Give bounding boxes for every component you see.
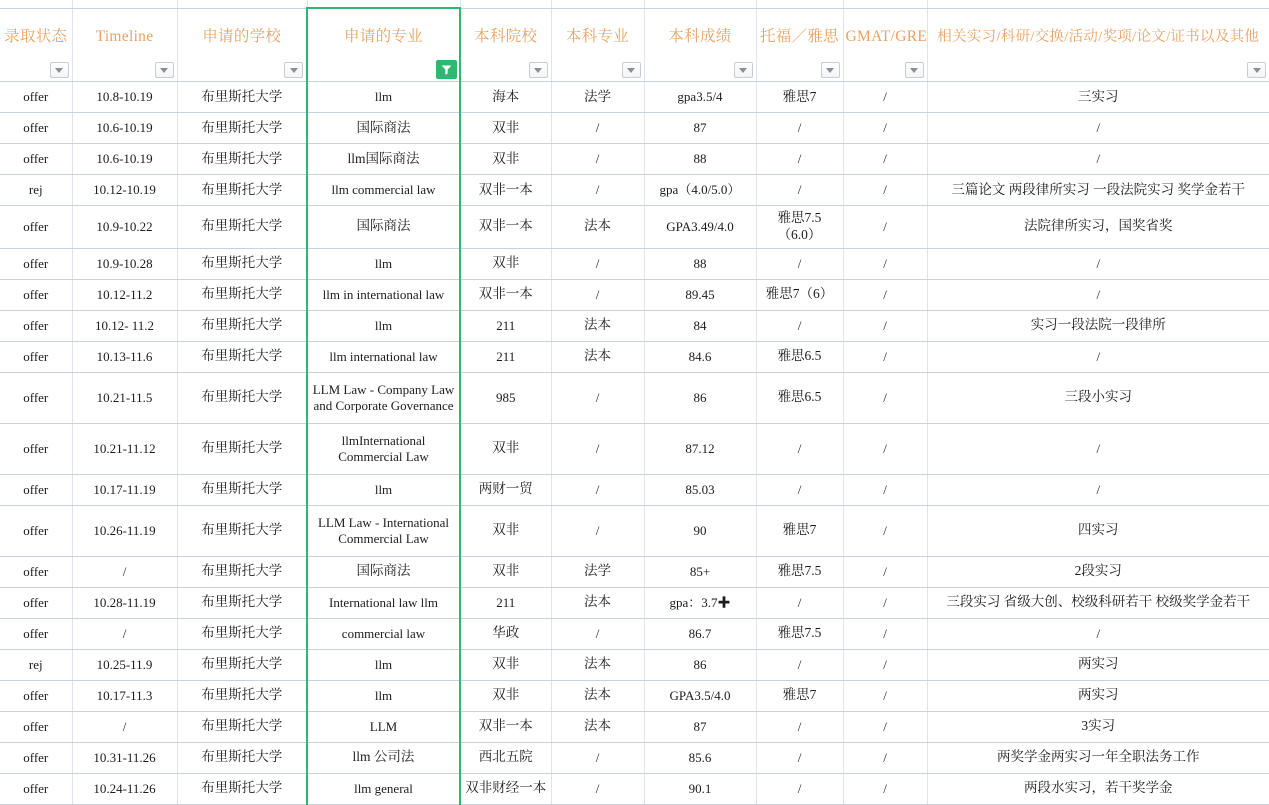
cell-gmat-gre[interactable]: /	[843, 372, 927, 423]
cell-undergrad-school[interactable]: 双非	[460, 248, 551, 279]
cell-experience[interactable]: 两实习	[927, 649, 1269, 680]
cell-timeline[interactable]: /	[72, 556, 177, 587]
cell-gmat-gre[interactable]: /	[843, 248, 927, 279]
top-strip-cell	[927, 0, 1269, 8]
top-strip-cell	[644, 0, 756, 8]
table-row[interactable]	[0, 113, 1269, 144]
column-header-toefl-ielts[interactable]	[756, 8, 843, 82]
cell-admission-status[interactable]: offer	[0, 82, 72, 113]
cell-timeline[interactable]: 10.12-10.19	[72, 175, 177, 206]
funnel-icon[interactable]	[436, 60, 457, 79]
cell-gmat-gre[interactable]: /	[843, 618, 927, 649]
cell-applied-school[interactable]: 布里斯托大学	[177, 556, 307, 587]
table-row[interactable]	[0, 248, 1269, 279]
cell-undergrad-grade[interactable]: 87.12	[644, 423, 756, 474]
cell-undergrad-major[interactable]: /	[551, 372, 644, 423]
cell-admission-status[interactable]: offer	[0, 556, 72, 587]
cell-toefl-ielts[interactable]: 雅思7	[756, 82, 843, 113]
column-header-label: GMAT/GRE	[845, 28, 928, 45]
column-header-label: 申请的专业	[343, 28, 423, 46]
cell-admission-status[interactable]: offer	[0, 341, 72, 372]
top-strip-cell	[756, 0, 843, 8]
column-header-experience[interactable]	[927, 8, 1269, 82]
cell-gmat-gre[interactable]: /	[843, 742, 927, 773]
cell-applied-school[interactable]: 布里斯托大学	[177, 82, 307, 113]
top-strip-cell	[460, 0, 551, 8]
cell-applied-major[interactable]: llm in international law	[307, 279, 460, 310]
cell-applied-major[interactable]: LLM	[307, 711, 460, 742]
cell-applied-school[interactable]: 布里斯托大学	[177, 474, 307, 505]
cell-undergrad-grade[interactable]: gpa（4.0/5.0）	[644, 175, 756, 206]
cell-gmat-gre[interactable]: /	[843, 474, 927, 505]
cell-admission-status[interactable]: offer	[0, 113, 72, 144]
cell-undergrad-grade[interactable]: 84.6	[644, 341, 756, 372]
cell-gmat-gre[interactable]: /	[843, 144, 927, 175]
chevron-down-icon[interactable]	[905, 62, 924, 78]
cell-timeline[interactable]: 10.31-11.26	[72, 742, 177, 773]
cell-timeline[interactable]: 10.13-11.6	[72, 341, 177, 372]
table-body	[0, 82, 1269, 805]
table-row[interactable]	[0, 341, 1269, 372]
cell-toefl-ielts[interactable]: /	[756, 248, 843, 279]
cell-experience[interactable]: 三实习	[927, 82, 1269, 113]
cell-applied-major[interactable]: LLM Law - International Commercial Law	[307, 505, 460, 556]
column-header-label: 录取状态	[4, 28, 68, 45]
cell-undergrad-major[interactable]: 法本	[551, 649, 644, 680]
table-row[interactable]	[0, 680, 1269, 711]
cell-undergrad-major[interactable]: /	[551, 618, 644, 649]
cell-experience[interactable]: 2段实习	[927, 556, 1269, 587]
cell-applied-major[interactable]: llm	[307, 310, 460, 341]
column-header-label: 本科专业	[565, 28, 630, 45]
cell-undergrad-grade[interactable]: gpa3.5/4	[644, 82, 756, 113]
top-partial-row	[0, 0, 1269, 8]
cell-undergrad-major[interactable]: 法本	[551, 587, 644, 618]
cell-admission-status[interactable]: offer	[0, 711, 72, 742]
cell-undergrad-school[interactable]: 双非一本	[460, 279, 551, 310]
cell-applied-major[interactable]: llm	[307, 649, 460, 680]
cell-applied-school[interactable]: 布里斯托大学	[177, 144, 307, 175]
cell-timeline[interactable]: 10.28-11.19	[72, 587, 177, 618]
cell-toefl-ielts[interactable]: 雅思7.5	[756, 556, 843, 587]
cell-timeline[interactable]: 10.26-11.19	[72, 505, 177, 556]
cell-applied-school[interactable]: 布里斯托大学	[177, 505, 307, 556]
cell-gmat-gre[interactable]: /	[843, 587, 927, 618]
cell-applied-school[interactable]: 布里斯托大学	[177, 372, 307, 423]
chevron-down-icon[interactable]	[284, 62, 303, 78]
column-header-timeline[interactable]	[72, 8, 177, 82]
cell-undergrad-grade[interactable]: 85.03	[644, 474, 756, 505]
column-header-label: 相关实习/科研/交换/活动/奖项/论文/证书以及其他	[937, 28, 1260, 45]
cell-experience[interactable]: /	[927, 144, 1269, 175]
cell-undergrad-school[interactable]: 211	[460, 310, 551, 341]
cell-gmat-gre[interactable]: /	[843, 175, 927, 206]
cell-undergrad-grade[interactable]: 84	[644, 310, 756, 341]
cell-applied-major[interactable]: 国际商法	[307, 206, 460, 249]
cell-gmat-gre[interactable]: /	[843, 310, 927, 341]
cell-experience[interactable]: /	[927, 248, 1269, 279]
cell-undergrad-major[interactable]: 法本	[551, 680, 644, 711]
cell-undergrad-grade[interactable]: 88	[644, 248, 756, 279]
cell-undergrad-major[interactable]: /	[551, 474, 644, 505]
cell-undergrad-grade[interactable]: GPA3.49/4.0	[644, 206, 756, 249]
cell-undergrad-school[interactable]: 双非	[460, 423, 551, 474]
cell-gmat-gre[interactable]: /	[843, 206, 927, 249]
cell-applied-major[interactable]: LLM Law - Company Law and Corporate Governance	[307, 372, 460, 423]
cell-undergrad-school[interactable]: 双非财经一本	[460, 773, 551, 804]
cell-applied-school[interactable]: 布里斯托大学	[177, 341, 307, 372]
cell-undergrad-school[interactable]: 双非	[460, 680, 551, 711]
table-row[interactable]	[0, 206, 1269, 249]
cell-experience[interactable]: 法院律所实习，国奖省奖	[927, 206, 1269, 249]
cell-applied-school[interactable]: 布里斯托大学	[177, 618, 307, 649]
cell-gmat-gre[interactable]: /	[843, 556, 927, 587]
cell-timeline[interactable]: 10.9-10.22	[72, 206, 177, 249]
table-row[interactable]	[0, 618, 1269, 649]
cell-toefl-ielts[interactable]: 雅思6.5	[756, 341, 843, 372]
cell-timeline[interactable]: /	[72, 711, 177, 742]
cell-admission-status[interactable]: offer	[0, 474, 72, 505]
cell-toefl-ielts[interactable]: 雅思7	[756, 505, 843, 556]
cell-toefl-ielts[interactable]: /	[756, 423, 843, 474]
cell-undergrad-major[interactable]: 法学	[551, 82, 644, 113]
cell-admission-status[interactable]: offer	[0, 144, 72, 175]
column-header-label: 本科院校	[474, 28, 538, 45]
cell-undergrad-grade[interactable]: 87	[644, 711, 756, 742]
cell-applied-major[interactable]: llm	[307, 82, 460, 113]
cell-timeline[interactable]: 10.9-10.28	[72, 248, 177, 279]
cell-applied-major[interactable]: 国际商法	[307, 556, 460, 587]
cell-timeline[interactable]: 10.17-11.3	[72, 680, 177, 711]
cell-timeline[interactable]: 10.24-11.26	[72, 773, 177, 804]
cell-toefl-ielts[interactable]: /	[756, 113, 843, 144]
cell-undergrad-major[interactable]: /	[551, 175, 644, 206]
cell-undergrad-grade[interactable]: 89.45	[644, 279, 756, 310]
cell-experience[interactable]: 两奖学金两实习一年全职法务工作	[927, 742, 1269, 773]
table-row[interactable]	[0, 773, 1269, 804]
top-strip-cell	[0, 0, 72, 8]
cell-undergrad-grade[interactable]: 85.6	[644, 742, 756, 773]
table-row[interactable]	[0, 144, 1269, 175]
cell-admission-status[interactable]: offer	[0, 773, 72, 804]
cell-applied-major[interactable]: llm	[307, 680, 460, 711]
table-row[interactable]	[0, 175, 1269, 206]
cell-experience[interactable]: 三段小实习	[927, 372, 1269, 423]
cell-undergrad-school[interactable]: 两财一贸	[460, 474, 551, 505]
cell-undergrad-major[interactable]: /	[551, 113, 644, 144]
cell-timeline[interactable]: 10.17-11.19	[72, 474, 177, 505]
cell-undergrad-grade[interactable]: 87	[644, 113, 756, 144]
cell-undergrad-school[interactable]: 双非一本	[460, 175, 551, 206]
cell-applied-school[interactable]: 布里斯托大学	[177, 680, 307, 711]
cell-undergrad-major[interactable]: /	[551, 423, 644, 474]
cell-experience[interactable]: /	[927, 474, 1269, 505]
column-header-applied-school[interactable]	[177, 8, 307, 82]
cell-undergrad-school[interactable]: 双非	[460, 505, 551, 556]
top-strip-cell	[177, 0, 307, 8]
cell-undergrad-major[interactable]: 法本	[551, 206, 644, 249]
top-strip-cell	[551, 0, 644, 8]
cell-experience[interactable]: 三段实习 省级大创、校级科研若干 校级奖学金若干	[927, 587, 1269, 618]
top-strip-cell-active	[307, 0, 460, 8]
cell-timeline[interactable]: 10.25-11.9	[72, 649, 177, 680]
table-row[interactable]	[0, 372, 1269, 423]
cell-admission-status[interactable]: offer	[0, 279, 72, 310]
cell-experience[interactable]: /	[927, 618, 1269, 649]
cell-undergrad-major[interactable]: 法本	[551, 711, 644, 742]
cell-experience[interactable]: 两实习	[927, 680, 1269, 711]
cell-timeline[interactable]: 10.6-10.19	[72, 113, 177, 144]
cell-undergrad-major[interactable]: /	[551, 742, 644, 773]
cell-applied-major[interactable]: llm commercial law	[307, 175, 460, 206]
table-row[interactable]	[0, 279, 1269, 310]
cell-applied-school[interactable]: 布里斯托大学	[177, 423, 307, 474]
cell-admission-status[interactable]: rej	[0, 175, 72, 206]
cell-admission-status[interactable]: offer	[0, 618, 72, 649]
cell-timeline[interactable]: 10.21-11.12	[72, 423, 177, 474]
cell-gmat-gre[interactable]: /	[843, 423, 927, 474]
cell-undergrad-major[interactable]: 法学	[551, 556, 644, 587]
cell-gmat-gre[interactable]: /	[843, 82, 927, 113]
chevron-down-icon[interactable]	[50, 62, 69, 78]
column-header-undergrad-major[interactable]	[551, 8, 644, 82]
cell-experience[interactable]: 四实习	[927, 505, 1269, 556]
column-header-label: Timeline	[95, 28, 154, 45]
cell-gmat-gre[interactable]: /	[843, 279, 927, 310]
cell-undergrad-school[interactable]: 西北五院	[460, 742, 551, 773]
cell-applied-major[interactable]: llm international law	[307, 341, 460, 372]
chevron-down-icon[interactable]	[622, 62, 641, 78]
cell-undergrad-major[interactable]: 法本	[551, 341, 644, 372]
cell-applied-major[interactable]: llmInternational Commercial Law	[307, 423, 460, 474]
cell-undergrad-major[interactable]: /	[551, 505, 644, 556]
cell-applied-school[interactable]: 布里斯托大学	[177, 310, 307, 341]
column-header-label: 申请的学校	[202, 28, 282, 45]
cell-admission-status[interactable]: offer	[0, 372, 72, 423]
chevron-down-icon[interactable]	[155, 62, 174, 78]
cell-applied-school[interactable]: 布里斯托大学	[177, 206, 307, 249]
cell-undergrad-school[interactable]: 双非一本	[460, 206, 551, 249]
table-row[interactable]	[0, 474, 1269, 505]
cell-undergrad-school[interactable]: 双非一本	[460, 711, 551, 742]
cell-toefl-ielts[interactable]: /	[756, 649, 843, 680]
cell-undergrad-school[interactable]: 华政	[460, 618, 551, 649]
table-row[interactable]	[0, 505, 1269, 556]
cell-gmat-gre[interactable]: /	[843, 341, 927, 372]
table-row[interactable]	[0, 711, 1269, 742]
chevron-down-icon[interactable]	[821, 62, 840, 78]
cell-toefl-ielts[interactable]: /	[756, 144, 843, 175]
cell-undergrad-school[interactable]: 双非	[460, 144, 551, 175]
cell-undergrad-grade[interactable]: 88	[644, 144, 756, 175]
cell-undergrad-school[interactable]: 双非	[460, 556, 551, 587]
cell-undergrad-school[interactable]: 985	[460, 372, 551, 423]
cell-admission-status[interactable]: offer	[0, 248, 72, 279]
cell-applied-school[interactable]: 布里斯托大学	[177, 113, 307, 144]
cell-undergrad-major[interactable]: 法本	[551, 310, 644, 341]
cell-undergrad-school[interactable]: 双非	[460, 113, 551, 144]
column-header-applied-major[interactable]	[307, 8, 460, 82]
cell-applied-school[interactable]: 布里斯托大学	[177, 773, 307, 804]
cell-applied-major[interactable]: llm general	[307, 773, 460, 804]
cell-toefl-ielts[interactable]: /	[756, 587, 843, 618]
cell-gmat-gre[interactable]: /	[843, 773, 927, 804]
chevron-down-icon[interactable]	[1247, 62, 1266, 78]
cell-applied-major[interactable]: llm国际商法	[307, 144, 460, 175]
column-header-undergrad-grade[interactable]	[644, 8, 756, 82]
cell-admission-status[interactable]: offer	[0, 587, 72, 618]
column-header-label: 托福／雅思	[759, 28, 839, 45]
cell-admission-status[interactable]: offer	[0, 505, 72, 556]
cell-experience[interactable]: /	[927, 423, 1269, 474]
cell-experience[interactable]: 3实习	[927, 711, 1269, 742]
cell-applied-school[interactable]: 布里斯托大学	[177, 649, 307, 680]
column-header-row	[0, 8, 1269, 82]
cell-admission-status[interactable]: offer	[0, 206, 72, 249]
cell-gmat-gre[interactable]: /	[843, 505, 927, 556]
cell-experience[interactable]: /	[927, 113, 1269, 144]
cell-undergrad-grade[interactable]: 86	[644, 372, 756, 423]
cell-toefl-ielts[interactable]: /	[756, 711, 843, 742]
cell-experience[interactable]: 两段水实习，若干奖学金	[927, 773, 1269, 804]
cell-applied-major[interactable]: llm	[307, 248, 460, 279]
cell-gmat-gre[interactable]: /	[843, 649, 927, 680]
cell-undergrad-major[interactable]: /	[551, 773, 644, 804]
table-row[interactable]	[0, 423, 1269, 474]
cell-applied-major[interactable]: llm	[307, 474, 460, 505]
cell-toefl-ielts[interactable]: 雅思7.5	[756, 618, 843, 649]
cell-gmat-gre[interactable]: /	[843, 113, 927, 144]
cell-undergrad-grade[interactable]: 90.1	[644, 773, 756, 804]
top-strip-cell	[843, 0, 927, 8]
column-header-undergrad-school[interactable]	[460, 8, 551, 82]
cell-undergrad-school[interactable]: 海本	[460, 82, 551, 113]
table-row[interactable]	[0, 82, 1269, 113]
cell-applied-school[interactable]: 布里斯托大学	[177, 175, 307, 206]
cell-undergrad-school[interactable]: 211	[460, 341, 551, 372]
cell-undergrad-school[interactable]: 双非	[460, 649, 551, 680]
cell-toefl-ielts[interactable]: /	[756, 474, 843, 505]
cell-experience[interactable]: /	[927, 279, 1269, 310]
cell-undergrad-grade[interactable]: 85+	[644, 556, 756, 587]
cell-gmat-gre[interactable]: /	[843, 680, 927, 711]
cell-admission-status[interactable]: offer	[0, 680, 72, 711]
cell-undergrad-grade[interactable]: gpa：3.7✚	[644, 587, 756, 618]
column-header-admission-status[interactable]	[0, 8, 72, 82]
cell-applied-major[interactable]: 国际商法	[307, 113, 460, 144]
cell-undergrad-school[interactable]: 211	[460, 587, 551, 618]
cell-admission-status[interactable]: offer	[0, 742, 72, 773]
cell-toefl-ielts[interactable]: 雅思7（6）	[756, 279, 843, 310]
cell-timeline[interactable]: 10.8-10.19	[72, 82, 177, 113]
cell-undergrad-grade[interactable]: GPA3.5/4.0	[644, 680, 756, 711]
cell-toefl-ielts[interactable]: 雅思7	[756, 680, 843, 711]
cell-admission-status[interactable]: offer	[0, 310, 72, 341]
cell-admission-status[interactable]: offer	[0, 423, 72, 474]
cell-applied-major[interactable]: llm 公司法	[307, 742, 460, 773]
cell-undergrad-grade[interactable]: 86	[644, 649, 756, 680]
table-row[interactable]	[0, 310, 1269, 341]
cell-timeline[interactable]: 10.6-10.19	[72, 144, 177, 175]
cell-experience[interactable]: 实习一段法院一段律所	[927, 310, 1269, 341]
cell-toefl-ielts[interactable]: 雅思7.5（6.0）	[756, 206, 843, 249]
cell-admission-status[interactable]: rej	[0, 649, 72, 680]
table-row[interactable]	[0, 587, 1269, 618]
top-strip-cell	[72, 0, 177, 8]
column-header-gmat-gre[interactable]	[843, 8, 927, 82]
cell-undergrad-grade[interactable]: 86.7	[644, 618, 756, 649]
chevron-down-icon[interactable]	[734, 62, 753, 78]
cell-applied-school[interactable]: 布里斯托大学	[177, 711, 307, 742]
cell-timeline[interactable]: 10.12-11.2	[72, 279, 177, 310]
cell-applied-school[interactable]: 布里斯托大学	[177, 279, 307, 310]
cell-undergrad-major[interactable]: /	[551, 144, 644, 175]
table-row[interactable]	[0, 649, 1269, 680]
cell-toefl-ielts[interactable]: /	[756, 310, 843, 341]
cell-undergrad-major[interactable]: /	[551, 279, 644, 310]
cell-applied-school[interactable]: 布里斯托大学	[177, 587, 307, 618]
table-row[interactable]	[0, 742, 1269, 773]
cell-applied-major[interactable]: International law llm	[307, 587, 460, 618]
cell-timeline[interactable]: 10.12- 11.2	[72, 310, 177, 341]
cell-applied-major[interactable]: commercial law	[307, 618, 460, 649]
cell-toefl-ielts[interactable]: 雅思6.5	[756, 372, 843, 423]
cell-applied-school[interactable]: 布里斯托大学	[177, 248, 307, 279]
cell-undergrad-grade[interactable]: 90	[644, 505, 756, 556]
column-header-label: 本科成绩	[668, 28, 732, 45]
cell-toefl-ielts[interactable]: /	[756, 175, 843, 206]
cell-applied-school[interactable]: 布里斯托大学	[177, 742, 307, 773]
cell-gmat-gre[interactable]: /	[843, 711, 927, 742]
table-header	[0, 0, 1269, 82]
cell-toefl-ielts[interactable]: /	[756, 773, 843, 804]
table-row[interactable]	[0, 556, 1269, 587]
cell-toefl-ielts[interactable]: /	[756, 742, 843, 773]
chevron-down-icon[interactable]	[529, 62, 548, 78]
cell-experience[interactable]: 三篇论文 两段律所实习 一段法院实习 奖学金若干	[927, 175, 1269, 206]
cell-timeline[interactable]: 10.21-11.5	[72, 372, 177, 423]
cell-undergrad-major[interactable]: /	[551, 248, 644, 279]
cell-experience[interactable]: /	[927, 341, 1269, 372]
cell-timeline[interactable]: /	[72, 618, 177, 649]
